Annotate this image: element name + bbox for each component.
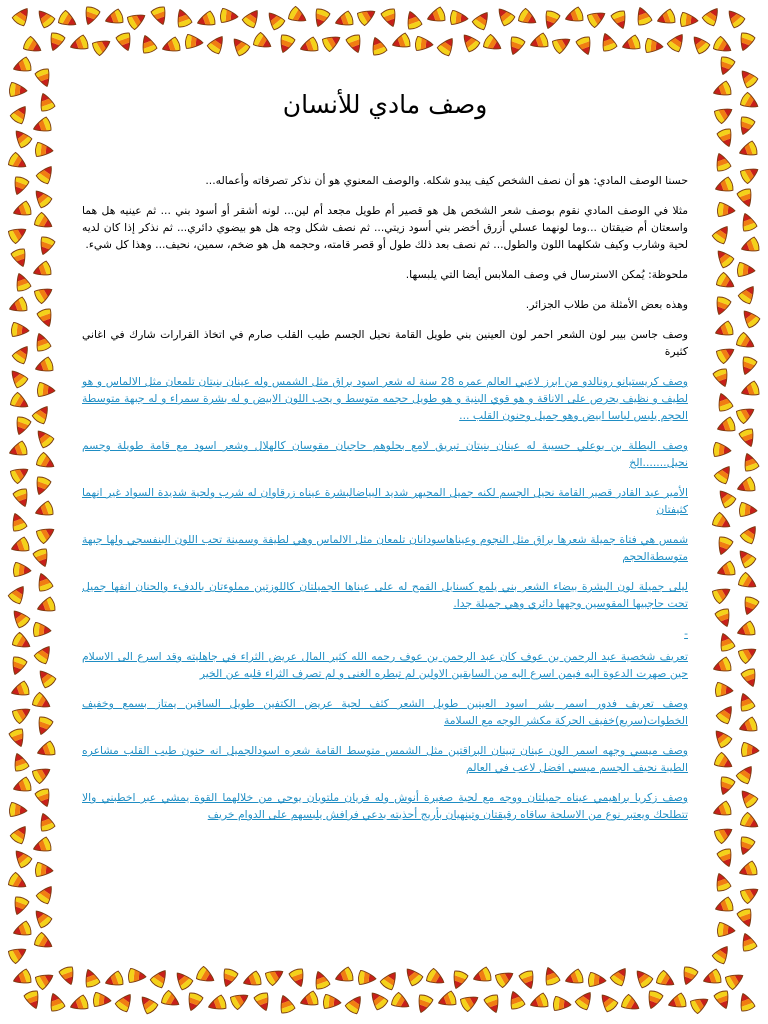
candy-corn-icon <box>7 822 32 848</box>
candy-corn-icon <box>11 485 33 509</box>
candy-corn-icon <box>320 993 341 1011</box>
candy-corn-icon <box>737 715 761 737</box>
candy-corn-icon <box>528 991 552 1013</box>
candy-corn-icon <box>713 895 737 917</box>
candy-corn-icon <box>540 965 562 989</box>
candy-corn-icon <box>30 186 55 212</box>
candy-corn-icon <box>713 533 735 557</box>
candy-corn-icon <box>11 919 35 941</box>
candy-corn-icon <box>160 35 184 57</box>
candy-corn-icon <box>620 33 644 55</box>
candy-corn-icon <box>448 967 470 991</box>
link-example-abdelrahman[interactable]: تعريف شخصية عبد الرحمن بن عوف كان عبد الرحمن بن عوف رحمه الله كثير المال عريض الثراء في جاهليته وقد اسرع الى الاسلام حين صهرت الدعوة اليه فيمن اسرع اليه من السابقين الاولين لم تبطره الغنى و لم تصرف الثراء قلبه عن الخير <box>82 650 688 680</box>
candy-corn-icon <box>734 643 759 667</box>
candy-corn-icon <box>7 725 29 749</box>
candy-corn-icon <box>252 989 274 1013</box>
candy-corn-icon <box>583 7 608 31</box>
candy-corn-icon <box>712 246 737 272</box>
candy-corn-icon <box>31 473 53 497</box>
candy-corn-icon <box>298 35 322 57</box>
candy-corn-icon <box>35 739 59 761</box>
candy-corn-icon <box>721 969 746 993</box>
candy-corn-icon <box>54 8 79 32</box>
candy-corn-icon <box>5 582 30 608</box>
candy-corn-icon <box>263 8 288 34</box>
candy-corn-icon <box>739 451 761 475</box>
candy-corn-icon <box>563 967 587 989</box>
candy-corn-icon <box>33 785 55 809</box>
link-example-abdelkader[interactable]: الأمير عبد القادر قصير القامة نحيل الجسم لكنه جميل المحيهر شديد البياضالبشرة عيناه زرقاوان له شرب ولحية شديدة السواد غير انهما كثيفتان <box>82 486 688 516</box>
candy-corn-icon <box>182 33 203 51</box>
candy-corn-icon <box>103 7 127 29</box>
candy-corn-icon <box>505 989 527 1013</box>
candy-corn-icon <box>10 126 35 152</box>
candy-corn-icon <box>493 4 518 30</box>
candy-corn-icon <box>736 66 761 92</box>
document-paragraphs <box>82 172 688 823</box>
paragraph-note: ملحوظة: يُمكن الاسترسال في وصف الملابس أيضا التي يلبسها. <box>405 268 688 281</box>
candy-corn-icon <box>379 5 401 29</box>
candy-corn-icon <box>708 510 733 534</box>
candy-corn-icon <box>149 3 171 27</box>
candy-corn-icon <box>710 750 735 774</box>
candy-corn-icon <box>4 943 29 967</box>
candy-corn-icon <box>413 991 435 1015</box>
candy-corn-icon <box>715 53 737 77</box>
candy-corn-icon <box>711 799 735 821</box>
candy-corn-icon <box>712 987 734 1011</box>
candy-corn-icon <box>342 992 367 1018</box>
candy-corn-icon <box>35 811 57 835</box>
candy-corn-icon <box>713 319 737 341</box>
candy-corn-icon <box>715 631 737 655</box>
candy-corn-icon <box>33 882 58 908</box>
page-title: وصف مادي للأنسان <box>282 90 488 119</box>
candy-corn-icon <box>572 988 597 1014</box>
candy-corn-icon <box>366 988 391 1014</box>
candy-corn-icon <box>711 462 736 488</box>
candy-corn-icon <box>713 702 738 728</box>
candy-corn-icon <box>632 5 654 29</box>
candy-corn-icon <box>29 402 54 428</box>
candy-corn-icon <box>715 415 739 437</box>
candy-corn-icon <box>35 595 59 617</box>
candy-corn-icon <box>708 583 733 607</box>
candy-corn-icon <box>377 968 402 994</box>
candy-corn-icon <box>31 259 55 281</box>
candy-corn-icon <box>249 30 274 54</box>
candy-corn-icon <box>33 713 55 737</box>
candy-corn-icon <box>80 3 102 27</box>
candy-corn-icon <box>447 9 468 27</box>
candy-corn-icon <box>7 295 31 317</box>
candy-corn-icon <box>652 968 677 992</box>
candy-corn-icon <box>739 379 763 401</box>
candy-corn-icon <box>31 969 56 993</box>
candy-corn-icon <box>4 223 29 247</box>
candy-corn-icon <box>711 365 733 389</box>
candy-corn-icon <box>147 966 172 992</box>
candy-corn-icon <box>32 861 53 879</box>
candy-corn-icon <box>617 992 642 1016</box>
candy-corn-icon <box>11 199 35 221</box>
candy-corn-icon <box>31 642 56 668</box>
candy-corn-icon <box>574 33 596 57</box>
candy-corn-icon <box>735 475 759 497</box>
candy-corn-icon <box>701 967 725 989</box>
candy-corn-icon <box>563 5 587 27</box>
candy-corn-icon <box>739 665 761 689</box>
candy-corn-icon <box>8 630 33 654</box>
candy-corn-icon <box>715 773 737 797</box>
candy-corn-icon <box>32 426 57 452</box>
candy-corn-icon <box>28 763 53 787</box>
candy-corn-icon <box>739 593 761 617</box>
candy-corn-icon <box>491 967 516 991</box>
link-example-layla[interactable]: ليلى جميلة لون البشرة بيضاء الشعر بني يلمع كسنابل القمح له على عيناها الجميلتان كاللوزتين مملوءتان بالدفء والحنان انفها جميل تحت حاجبيها المقوسين وجهها دائري وهي جميلة جدا. <box>82 580 688 610</box>
candy-corn-icon <box>655 7 679 29</box>
candy-corn-icon <box>471 965 495 987</box>
candy-corn-icon <box>715 559 739 581</box>
candy-corn-icon <box>6 390 31 414</box>
candy-corn-icon <box>710 823 735 847</box>
candy-corn-icon <box>103 969 127 991</box>
candy-corn-icon <box>711 655 735 677</box>
candy-corn-icon <box>9 342 34 368</box>
candy-corn-icon <box>528 31 552 53</box>
candy-corn-icon <box>284 4 309 28</box>
candy-corn-icon <box>713 175 737 197</box>
candy-corn-icon <box>709 222 734 248</box>
candy-corn-icon <box>436 989 460 1011</box>
candy-corn-icon <box>287 965 309 989</box>
candy-corn-icon <box>711 79 735 101</box>
candy-corn-icon <box>699 4 724 30</box>
candy-corn-icon <box>711 871 733 895</box>
candy-corn-icon <box>678 963 700 987</box>
candy-corn-icon <box>387 990 412 1014</box>
candy-corn-icon <box>734 570 759 594</box>
candy-corn-icon <box>31 545 53 569</box>
candy-corn-icon <box>261 965 286 989</box>
candy-corn-icon <box>712 343 737 367</box>
candy-corn-icon <box>735 113 757 137</box>
candy-corn-icon <box>735 991 757 1015</box>
candy-corn-icon <box>32 141 53 159</box>
candy-corn-icon <box>686 993 711 1017</box>
candy-corn-icon <box>737 353 759 377</box>
candy-corn-icon <box>739 235 763 257</box>
candy-corn-icon <box>33 499 57 521</box>
candy-corn-icon <box>715 845 737 869</box>
candy-corn-icon <box>298 989 322 1011</box>
link-dash[interactable]: - <box>684 627 688 640</box>
link-example-fadour[interactable]: وصف تعريف فدور اسمر بشر اسود العينين طويل الشعر كثف لحية عريض الكتفين طويل الساقين يمتاز بسمع وخفيف الخطوات(سريع)خفيف الحركة مكشر الوجه مع السلامة <box>82 697 688 727</box>
candy-corn-icon <box>11 55 35 77</box>
candy-corn-icon <box>738 306 763 332</box>
candy-corn-icon <box>7 653 29 677</box>
link-example-zakaria[interactable]: وصف زكريا براهيمي عيناه جميلتان ووجه مع لحية صغيرة أنوش وله فريان ملتويان يوحي من خلالهما القوة يمشي عبر اخطبني والا تتطلحك ويعتبر نوع من الاسلحة ساقاه رقيقتان وتينهيان بأريج أحذيته بدعي فرافش يلبسهم على الدوام خريف <box>82 791 688 821</box>
candy-corn-icon <box>9 893 31 917</box>
candy-corn-icon <box>88 35 113 59</box>
candy-corn-icon <box>367 35 389 59</box>
candy-corn-icon <box>35 305 57 329</box>
candy-corn-icon <box>735 691 757 715</box>
candy-corn-icon <box>33 65 55 89</box>
candy-corn-icon <box>402 9 424 33</box>
candy-corn-icon <box>32 523 57 547</box>
candy-corn-icon <box>7 102 32 128</box>
candy-corn-icon <box>734 261 755 279</box>
candy-corn-icon <box>390 31 414 53</box>
candy-corn-icon <box>353 5 378 29</box>
candy-corn-icon <box>6 366 31 392</box>
candy-corn-icon <box>469 8 494 34</box>
candy-corn-icon <box>31 331 53 355</box>
candy-corn-icon <box>333 9 357 31</box>
candy-corn-icon <box>736 810 761 834</box>
candy-corn-icon <box>6 463 31 487</box>
candy-corn-icon <box>540 7 562 31</box>
candy-corn-icon <box>7 439 31 461</box>
candy-corn-icon <box>31 115 55 137</box>
candy-corn-icon <box>226 989 251 1013</box>
candy-corn-icon <box>713 391 735 415</box>
document-body <box>82 88 688 836</box>
candy-corn-icon <box>34 666 59 692</box>
candy-corn-icon <box>344 31 366 55</box>
link-example-shams[interactable]: شمس هي فتاة جميلة شعرها براق مثل النجوم وعيناهاسودانان تلمعان مثل الالماس وهي لطيفة وسمينة تحب اللون البنفسجي ولها جبهة متوسطةالحجم <box>82 533 688 563</box>
candy-corn-icon <box>4 870 29 894</box>
candy-corn-icon <box>735 833 757 857</box>
candy-corn-icon <box>204 32 229 58</box>
candy-corn-icon <box>735 282 760 308</box>
candy-corn-icon <box>723 6 748 32</box>
candy-corn-icon <box>711 293 733 317</box>
candy-corn-icon <box>11 413 33 437</box>
candy-corn-icon <box>736 501 757 519</box>
candy-corn-icon <box>735 619 759 641</box>
candy-corn-icon <box>355 969 376 987</box>
candy-corn-icon <box>609 7 631 31</box>
candy-corn-icon <box>422 966 447 990</box>
candy-corn-icon <box>32 450 57 474</box>
candy-corn-icon <box>9 4 34 30</box>
candy-corn-icon <box>412 35 433 53</box>
candy-corn-icon <box>45 29 67 53</box>
candy-corn-icon <box>736 163 761 187</box>
candy-corn-icon <box>310 969 332 993</box>
candy-corn-icon <box>712 681 733 699</box>
candy-corn-icon <box>318 31 343 55</box>
candy-corn-icon <box>9 535 33 557</box>
candy-corn-icon <box>735 29 757 53</box>
candy-corn-icon <box>737 859 761 881</box>
candy-corn-icon <box>738 741 759 759</box>
candy-corn-icon <box>228 34 253 60</box>
candy-corn-icon <box>192 964 217 988</box>
candy-corn-icon <box>195 9 219 31</box>
candy-corn-icon <box>710 726 735 752</box>
candy-corn-icon <box>22 987 44 1011</box>
candy-corn-icon <box>136 992 161 1018</box>
candy-corn-icon <box>631 966 656 992</box>
candy-corn-icon <box>710 103 735 127</box>
candy-corn-icon <box>9 245 31 269</box>
candy-corn-icon <box>19 34 44 58</box>
link-example-hassiba[interactable]: وصف البطلة بن بوعلي حسيبة له عينان بنيتان تبريق لامع بحلوهم حاجبان مقوسان كالهلال وشعر اسود مع قامة طويلة وجسم نحيل.......الخ <box>82 439 688 469</box>
paragraph-example-justin: وصف جاسن بيبر لون الشعر احمر لون العينين بني طويل القامة نحيل الجسم طيب القلب صارم في اتخاذ القرارات شارك في اغاني كثيرة <box>82 328 688 358</box>
candy-corn-icon <box>30 210 55 234</box>
candy-corn-icon <box>68 993 92 1015</box>
candy-corn-icon <box>218 965 240 989</box>
candy-corn-icon <box>735 185 757 209</box>
candy-corn-icon <box>736 786 761 812</box>
candy-corn-icon <box>45 991 67 1015</box>
candy-corn-icon <box>714 921 735 939</box>
candy-corn-icon <box>30 283 55 307</box>
candy-corn-icon <box>35 91 57 115</box>
candy-corn-icon <box>333 965 357 987</box>
candy-corn-icon <box>664 30 689 56</box>
candy-corn-icon <box>239 6 264 32</box>
candy-corn-icon <box>8 703 33 727</box>
candy-corn-icon <box>10 561 31 579</box>
candy-corn-icon <box>114 29 136 53</box>
candy-corn-icon <box>677 11 698 29</box>
candy-corn-icon <box>596 990 621 1016</box>
candy-corn-icon <box>241 969 265 991</box>
candy-corn-icon <box>11 775 35 797</box>
candy-corn-icon <box>33 355 57 377</box>
candy-corn-icon <box>33 571 55 595</box>
candy-corn-icon <box>9 751 31 775</box>
candy-corn-icon <box>125 967 146 985</box>
candy-corn-icon <box>482 991 504 1015</box>
candy-corn-icon <box>11 967 35 989</box>
candy-corn-icon <box>505 33 527 57</box>
candy-corn-icon <box>30 930 55 954</box>
candy-corn-icon <box>714 486 739 512</box>
candy-corn-icon <box>68 33 92 55</box>
link-example-ronaldo[interactable]: وصف كريستيانو رونالدو من ابرز لاعبي العالم عمره 28 سنة له شعر اسود براق مثل الشمس وله عينان بنيتان تلمعان مثل الالماس و هو لطيف و نظيف يحرص على الاناقة و هو قوي البنية و هو طويل حجمه متوسط و يحب اللون الابيض و له بشرة سمراء و له جبهة متوسطة الحجم يلبس لباسا ابيض وهو جميل وحنون القلب ... <box>82 375 688 422</box>
candy-corn-icon <box>607 964 632 990</box>
candy-corn-icon <box>217 7 238 25</box>
candy-corn-icon <box>401 964 426 990</box>
candy-corn-icon <box>732 403 757 427</box>
candy-corn-icon <box>710 441 731 459</box>
candy-corn-icon <box>137 33 159 57</box>
candy-corn-icon <box>157 988 182 1012</box>
paragraph-definition: حسنا الوصف المادي: هو أن نصف الشخص كيف يبدو شكله. والوصف المعنوي هو أن نذكر تصرفاته وأعماله... <box>205 174 688 187</box>
candy-corn-icon <box>550 995 571 1013</box>
candy-corn-icon <box>732 330 757 354</box>
candy-corn-icon <box>642 37 663 55</box>
paragraph-intro-examples: وهذه بعض الأمثلة من طلاب الجزائر. <box>525 298 688 311</box>
candy-corn-icon <box>585 971 606 989</box>
candy-corn-icon <box>479 32 504 56</box>
candy-corn-icon <box>713 605 735 629</box>
candy-corn-icon <box>711 151 733 175</box>
candy-corn-icon <box>734 546 759 572</box>
candy-corn-icon <box>90 991 111 1009</box>
candy-corn-icon <box>514 6 539 30</box>
candy-corn-icon <box>456 991 481 1015</box>
candy-corn-icon <box>712 270 737 294</box>
candy-corn-icon <box>709 942 734 968</box>
candy-corn-icon <box>171 968 196 994</box>
candy-corn-icon <box>7 511 29 535</box>
candy-corn-icon <box>30 621 51 639</box>
candy-corn-icon <box>517 967 539 991</box>
candy-corn-icon <box>737 522 762 548</box>
candy-corn-icon <box>6 801 27 819</box>
candy-corn-icon <box>31 835 55 857</box>
candy-corn-icon <box>310 5 332 29</box>
candy-corn-icon <box>275 993 297 1017</box>
candy-corn-icon <box>733 762 758 788</box>
candy-corn-icon <box>35 233 57 257</box>
candy-corn-icon <box>8 606 33 632</box>
candy-corn-icon <box>735 905 757 929</box>
candy-corn-icon <box>33 162 58 188</box>
candy-corn-icon <box>643 987 665 1011</box>
candy-corn-icon <box>80 967 102 991</box>
candy-corn-icon <box>597 31 619 55</box>
candy-corn-icon <box>736 90 761 114</box>
candy-corn-icon <box>709 34 734 58</box>
candy-corn-icon <box>112 990 137 1016</box>
candy-corn-icon <box>206 993 230 1015</box>
candy-corn-icon <box>425 5 449 27</box>
candy-corn-icon <box>123 9 148 33</box>
candy-corn-icon <box>9 679 33 701</box>
candy-corn-icon <box>6 81 27 99</box>
candy-corn-icon <box>688 32 713 58</box>
candy-corn-icon <box>275 31 297 55</box>
candy-corn-icon <box>666 991 690 1013</box>
candy-corn-icon <box>33 6 58 32</box>
candy-corn-icon <box>714 201 735 219</box>
candy-corn-icon <box>28 690 53 714</box>
candy-corn-icon <box>715 125 737 149</box>
candy-corn-icon <box>434 34 459 60</box>
candy-corn-icon <box>4 150 29 174</box>
paragraph-example-explanation: مثلا في الوصف المادي نقوم بوصف شعر الشخص هل هو قصير أم طويل مجعد أم لين... لونه أشقر أو أسود بني ... ثم عينيه هل هما واسعتان أم ضيقتان ...وما لونهما عسلي أزرق أخضر بني أسود زيتي... ثم نصف شكل وجه هل هو بيضوي دائري... ثم نذكر إذا كان لديه لحية وشارب وكيف شكلهما اللون والطول... ثم نصف بعد ذلك طول أو قصر قامته، وحجمه هل هو ضخم، سمين، نحيف... وهذا كل شيء. <box>82 204 688 251</box>
candy-corn-icon <box>736 883 761 907</box>
candy-corn-icon <box>458 30 483 56</box>
candy-corn-icon <box>57 963 79 987</box>
candy-corn-icon <box>737 139 761 161</box>
candy-corn-icon <box>172 7 194 31</box>
candy-corn-icon <box>11 271 33 295</box>
candy-corn-icon <box>30 906 55 932</box>
candy-corn-icon <box>737 211 759 235</box>
candy-corn-icon <box>183 989 205 1013</box>
candy-corn-icon <box>8 321 29 339</box>
candy-corn-icon <box>737 425 759 449</box>
candy-corn-icon <box>34 381 55 399</box>
candy-corn-icon <box>10 846 35 872</box>
link-example-messi[interactable]: وصف ميسي وجهه اسمر الون عينان تبينان البراقتين مثل الشمس متوسط القامة شعره اسودالجميل انه حنون طيب القلب مشاعره الطيبة نحيف الجسم ميسي افضل لاعب في العالم <box>82 744 688 774</box>
candy-corn-icon <box>9 173 31 197</box>
candy-corn-icon <box>737 931 759 955</box>
candy-corn-icon <box>548 33 573 57</box>
